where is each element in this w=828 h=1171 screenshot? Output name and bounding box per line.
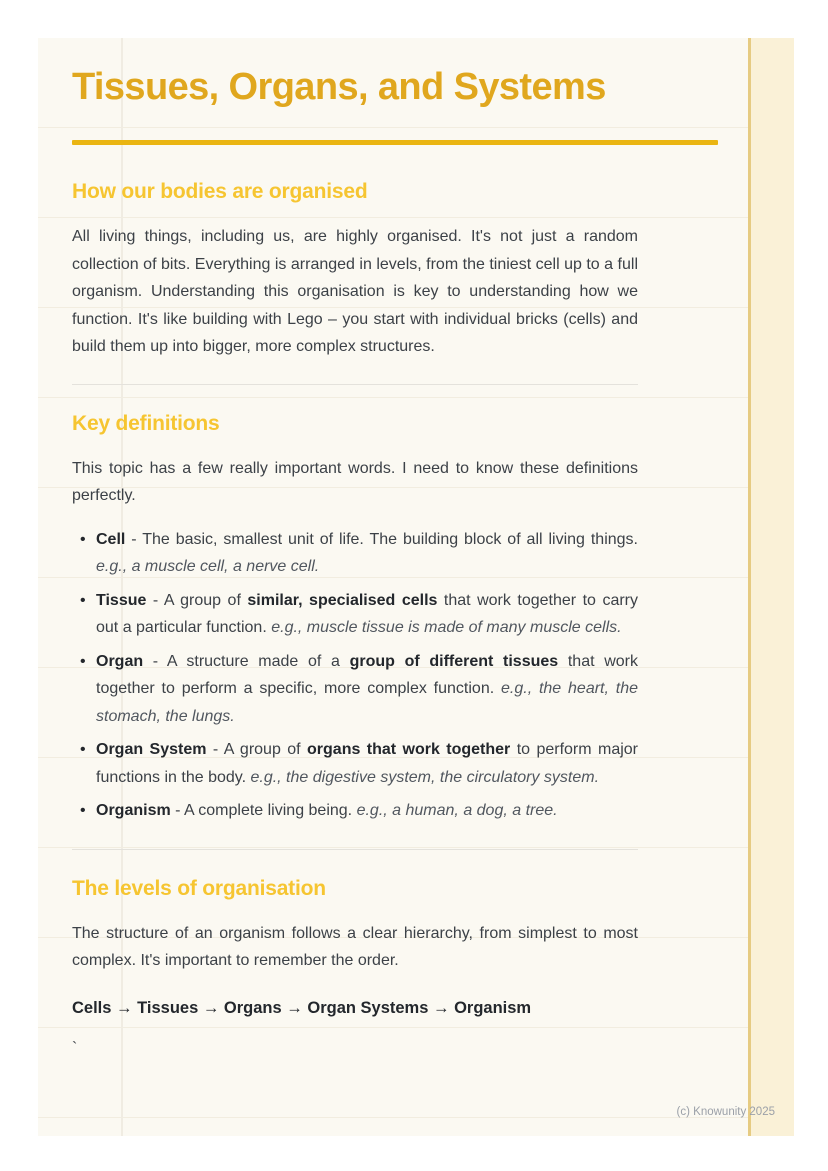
copyright-credit: (c) Knowunity 2025 bbox=[676, 1106, 775, 1118]
definition-emphasis: group of different tissues bbox=[349, 652, 559, 670]
definition-example: e.g., muscle tissue is made of many muscle cells. bbox=[271, 619, 622, 636]
bullet-icon: • bbox=[80, 741, 86, 758]
list-item-organism bbox=[80, 797, 638, 825]
definition-text: - A group of bbox=[206, 741, 308, 758]
page-title: Tissues, Organs, and Systems bbox=[72, 66, 606, 108]
definition-emphasis: similar, specialised cells bbox=[247, 591, 438, 609]
title-underline-rule bbox=[72, 140, 718, 145]
section-paragraph: All living things, including us, are highly organised. It's not just a random collection of bits. Everything is arranged in levels, from the tiniest cell up to a full organism. Understanding this organisation is key to understanding how we function. It's like building with Lego – you start with individual bricks (cells) and build them up into bigger, more complex structures. bbox=[72, 228, 638, 355]
definitions-list bbox=[72, 526, 638, 825]
definition-term: Tissue bbox=[96, 591, 147, 609]
section-heading-key-definitions: Key definitions bbox=[72, 411, 220, 435]
section-divider bbox=[72, 849, 638, 850]
bullet-icon: • bbox=[80, 530, 86, 548]
definition-text: that work together to carry out a particular function. bbox=[96, 591, 638, 636]
definition-example: e.g., a muscle cell, a nerve cell. bbox=[96, 558, 320, 575]
definition-text: - A structure made of a bbox=[143, 652, 350, 670]
definition-text: - A group of bbox=[146, 591, 248, 609]
bullet-icon: • bbox=[80, 802, 86, 819]
definition-text: - A complete living being. bbox=[170, 802, 357, 819]
hierarchy-sequence: Cells → Tissues → Organs → Organ Systems → Organism bbox=[72, 998, 532, 1017]
document-page bbox=[38, 38, 793, 1136]
section-paragraph: This topic has a few really important words. I need to know these definitions perfectly. bbox=[72, 459, 638, 504]
section-paragraph: The structure of an organism follows a clear hierarchy, from simplest to most complex. It's important to remember the order. bbox=[72, 924, 638, 969]
list-item-tissue bbox=[80, 587, 638, 642]
definition-text: that work together to perform a specific, more complex function. bbox=[96, 652, 639, 697]
list-item-cell bbox=[80, 526, 638, 581]
bullet-icon: • bbox=[80, 652, 86, 670]
bullet-icon: • bbox=[80, 591, 86, 609]
section-heading-levels-of-organisation: The levels of organisation bbox=[72, 876, 326, 900]
definition-term: Organ bbox=[96, 652, 144, 670]
definition-emphasis: organs that work together bbox=[307, 741, 511, 758]
definition-term: Organism bbox=[96, 802, 171, 819]
definition-example: e.g., the heart, the stomach, the lungs. bbox=[96, 680, 639, 725]
list-item-organ-system bbox=[80, 736, 638, 791]
section-divider bbox=[72, 384, 638, 385]
document-content bbox=[38, 38, 793, 1058]
list-item-organ bbox=[80, 648, 638, 731]
definition-text: to perform major functions in the body. bbox=[96, 741, 639, 786]
definition-text: - The basic, smallest unit of life. The building block of all living things. bbox=[125, 530, 638, 548]
definition-example: e.g., the digestive system, the circulatory system. bbox=[250, 768, 600, 786]
section-heading-how-organised: How our bodies are organised bbox=[72, 180, 368, 203]
definition-term: Cell bbox=[96, 530, 126, 548]
definition-term: Organ System bbox=[96, 741, 207, 758]
stray-backtick: ` bbox=[72, 1039, 78, 1057]
definition-example: e.g., a human, a dog, a tree. bbox=[356, 802, 558, 819]
